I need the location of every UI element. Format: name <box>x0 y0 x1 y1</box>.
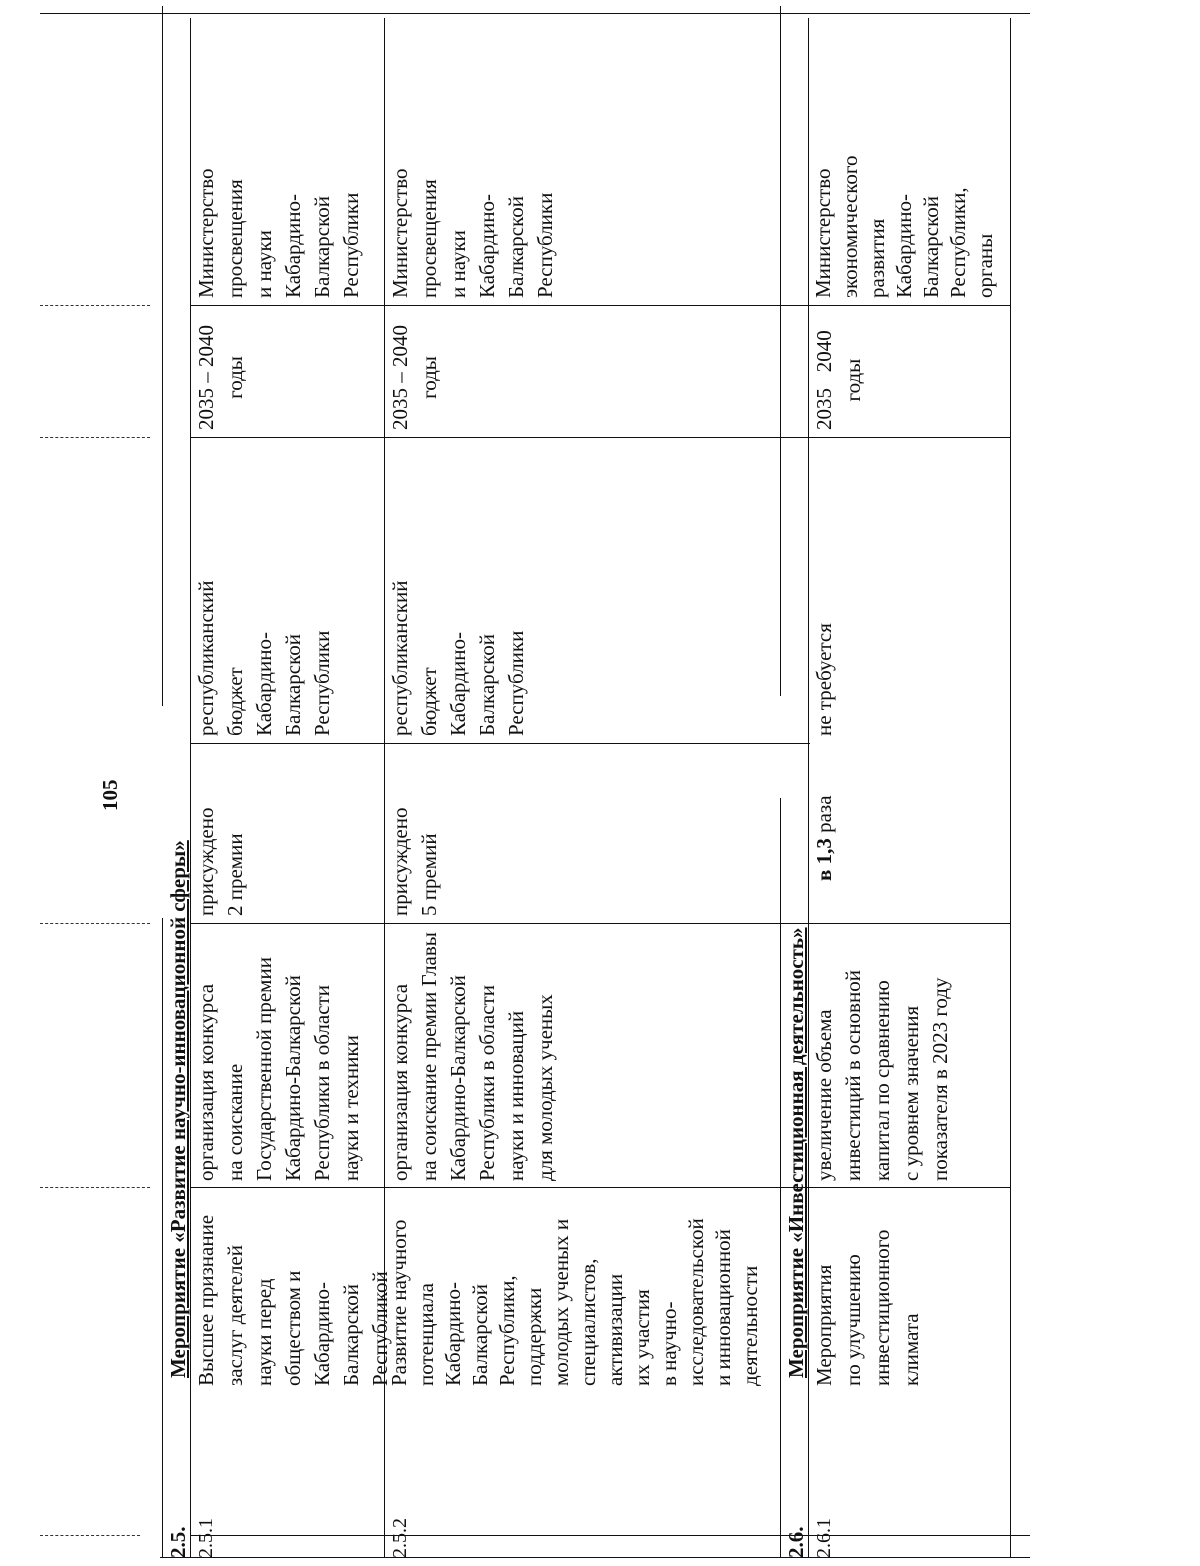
page-number: 105 <box>98 779 122 811</box>
executor-cell: Министерство просвещения и науки Кабардино- Балкарской Республики <box>194 168 363 298</box>
row-code: 2.5.2 <box>389 1518 411 1558</box>
executor-cell: Министерство просвещения и науки Кабардино- Балкарской Республики <box>388 168 557 298</box>
period-cell: 2035 – 2040 годы <box>388 325 441 430</box>
period-cell: 2035 – 2040 годы <box>194 325 247 430</box>
period-cell: 2035 2040 годы <box>812 330 865 430</box>
section-code: 2.5. <box>166 1526 190 1558</box>
indicator-cell: в 1,3 раза <box>812 795 836 881</box>
table-rule <box>190 437 1010 438</box>
table-rule <box>162 918 163 1558</box>
table-rule <box>40 923 150 924</box>
section-title: Мероприятие «Развитие научно-инновационной сферы» <box>166 840 190 1378</box>
table-rule <box>780 798 781 1558</box>
table-rule <box>190 923 1010 924</box>
table-rule <box>40 1535 140 1536</box>
table-rule <box>162 6 163 706</box>
row-code: 2.5.1 <box>195 1518 217 1558</box>
table-rule <box>1010 18 1011 1558</box>
funding-cell: республиканский бюджет Кабардино- Балкарской Республики <box>194 580 334 736</box>
table-rule <box>190 1535 1030 1536</box>
measure-cell: Высшее признание заслуг деятелей науки перед обществом и Кабардино- Балкарской Республикой <box>194 1214 392 1386</box>
table-rule <box>40 13 1030 14</box>
description-cell: организация конкурса на соискание премии Главы Кабардино-Балкарской Республики в области науки и инноваций для молодых ученых <box>388 932 557 1181</box>
table-rule <box>780 6 781 696</box>
section-title: Мероприятие «Инвестиционная деятельность» <box>784 927 808 1378</box>
indicator-cell: присуждено 5 премий <box>388 807 441 916</box>
measure-cell: Развитие научного потенциала Кабардино- Балкарской Республики, поддержки молодых ученых и специалистов, активизации их участия в научно- исследовательской и инновационной деятельности <box>387 1218 762 1386</box>
table-rule <box>190 305 1010 306</box>
funding-cell: республиканский бюджет Кабардино- Балкарской Республики <box>388 580 528 736</box>
table-rule <box>40 437 150 438</box>
row-code: 2.6.1 <box>813 1518 835 1558</box>
section-code: 2.6. <box>784 1526 808 1558</box>
table-rule <box>40 1187 150 1188</box>
measure-cell: Мероприятия по улучшению инвестиционного климата <box>812 1229 923 1386</box>
table-rule <box>190 743 810 744</box>
executor-cell: Министерство экономического развития Кабардино- Балкарской Республики, органы <box>811 155 997 298</box>
description-cell: увеличение объема инвестиций в основной капитал по сравнению с уровнем значения показателя в 2023 году <box>812 970 952 1181</box>
table-rule <box>190 1187 1010 1188</box>
indicator-cell: присуждено 2 премии <box>194 807 247 916</box>
table-rule <box>40 305 150 306</box>
funding-cell: не требуется <box>812 623 836 736</box>
table-rule <box>160 1557 1030 1558</box>
description-cell: организация конкурса на соискание Государственной премии Кабардино-Балкарской Республики в области науки и техники <box>194 957 363 1181</box>
